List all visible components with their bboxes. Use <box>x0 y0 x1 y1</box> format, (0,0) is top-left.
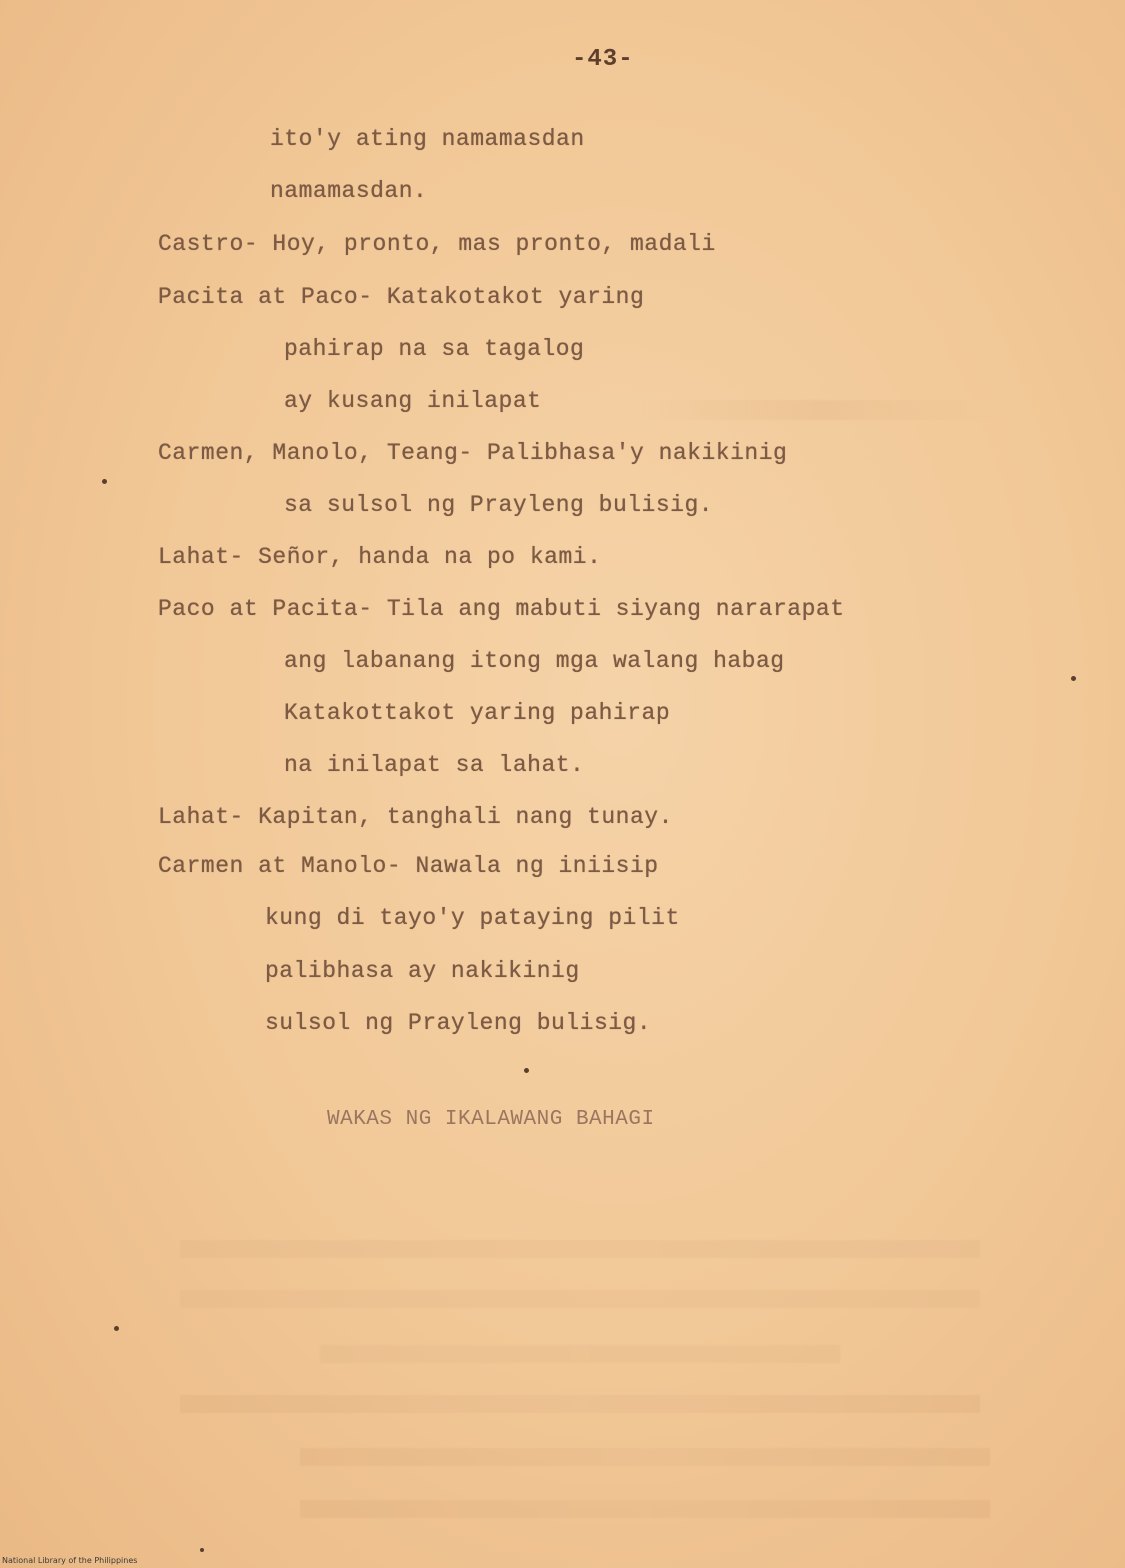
text-line: ay kusang inilapat <box>284 388 542 414</box>
text-line: palibhasa ay nakikinig <box>265 958 580 984</box>
text-line: sulsol ng Prayleng bulisig. <box>265 1010 652 1036</box>
text-line: Pacita at Paco- Katakotakot yaring <box>158 284 645 310</box>
bleed-through-mark <box>300 1500 990 1518</box>
paper-speck <box>200 1548 204 1552</box>
text-line: ito'y ating namamasdan <box>270 126 585 152</box>
paper-speck <box>102 479 107 484</box>
text-line: ang labanang itong mga walang habag <box>284 648 785 674</box>
bleed-through-mark <box>320 1345 840 1363</box>
bleed-through-mark <box>640 400 1000 420</box>
text-line: Lahat- Señor, handa na po kami. <box>158 544 602 570</box>
text-line: Katakottakot yaring pahirap <box>284 700 671 726</box>
text-line: Castro- Hoy, pronto, mas pronto, madali <box>158 231 716 257</box>
paper-speck <box>1071 676 1076 681</box>
section-closing: WAKAS NG IKALAWANG BAHAGI <box>327 1108 655 1131</box>
bleed-through-mark <box>180 1395 980 1413</box>
text-line: Carmen, Manolo, Teang- Palibhasa'y nakikinig <box>158 440 788 466</box>
text-line: pahirap na sa tagalog <box>284 336 585 362</box>
bleed-through-mark <box>180 1240 980 1258</box>
footer-credit: National Library of the Philippines <box>2 1556 138 1565</box>
text-line: Carmen at Manolo- Nawala ng iniisip <box>158 853 659 879</box>
bleed-through-mark <box>180 1290 980 1308</box>
text-line: Lahat- Kapitan, tanghali nang tunay. <box>158 804 673 830</box>
paper-speck <box>114 1326 119 1331</box>
text-line: na inilapat sa lahat. <box>284 752 585 778</box>
text-line: sa sulsol ng Prayleng bulisig. <box>284 492 714 518</box>
paper-speck <box>524 1068 529 1073</box>
text-line: kung di tayo'y pataying pilit <box>265 905 680 931</box>
text-line: namamasdan. <box>270 178 428 204</box>
text-line: Paco at Pacita- Tila ang mabuti siyang nararapat <box>158 596 845 622</box>
bleed-through-mark <box>300 1448 990 1466</box>
page-number: -43- <box>572 46 634 73</box>
